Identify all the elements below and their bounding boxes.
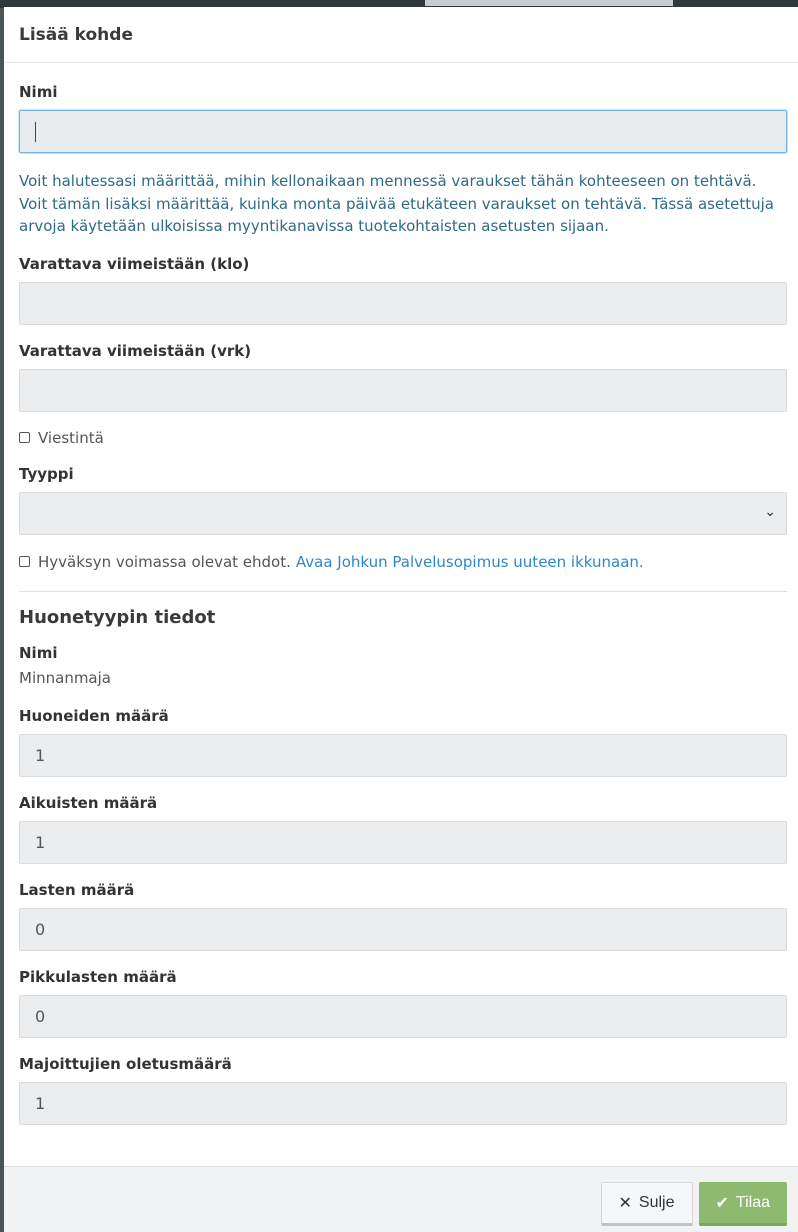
terms-link[interactable]: Avaa Johkun Palvelusopimus uuteen ikkunaan. [295, 552, 644, 571]
default-guests-value: 1 [35, 1093, 46, 1113]
backdrop-tab [425, 0, 673, 6]
book-by-days-input[interactable] [19, 369, 787, 412]
order-button-label: Tilaa [735, 1193, 770, 1211]
children-value: 0 [35, 919, 46, 939]
children-label: Lasten määrä [19, 880, 135, 899]
adults-input[interactable] [19, 821, 787, 864]
close-button-label: Sulje [638, 1194, 675, 1211]
adults-value: 1 [35, 832, 46, 852]
order-button[interactable] [699, 1182, 788, 1226]
default-guests-label: Majoittujien oletusmäärä [19, 1054, 232, 1073]
type-label: Tyyppi [19, 464, 74, 483]
rooms-value: 1 [35, 745, 46, 765]
room-type-name-label: Nimi [19, 643, 58, 662]
chevron-down-icon: ⌄ [764, 503, 776, 520]
close-button[interactable] [601, 1182, 693, 1226]
modal-footer [4, 1166, 798, 1232]
book-by-time-input[interactable] [19, 282, 787, 325]
room-type-section-title: Huonetyypin tiedot [19, 606, 216, 628]
terms-checkbox[interactable] [19, 556, 30, 567]
default-guests-input[interactable] [19, 1082, 787, 1125]
section-divider [19, 591, 787, 592]
adults-label: Aikuisten määrä [19, 793, 158, 812]
rooms-label: Huoneiden määrä [19, 706, 169, 725]
book-by-time-label: Varattava viimeistään (klo) [19, 254, 250, 273]
type-select[interactable] [19, 492, 787, 535]
modal-body [4, 63, 798, 1125]
messaging-checkbox[interactable] [19, 432, 30, 443]
infants-label: Pikkulasten määrä [19, 967, 177, 986]
terms-text: Hyväksyn voimassa olevat ehdot. [38, 552, 291, 571]
add-item-modal [4, 7, 798, 1232]
check-icon: ✔ [715, 1194, 729, 1212]
rooms-input[interactable] [19, 734, 787, 777]
infants-value: 0 [35, 1006, 46, 1026]
x-icon: ✕ [618, 1195, 632, 1212]
modal-header [4, 7, 798, 63]
infants-input[interactable] [19, 995, 787, 1038]
room-type-name-value: Minnanmaja [19, 668, 111, 687]
terms-checkbox-row[interactable] [19, 552, 787, 572]
book-by-days-label: Varattava viimeistään (vrk) [19, 341, 252, 360]
help-text: Voit halutessasi määrittää, mihin kellonaikaan mennessä varaukset tähän kohteeseen on tehtävä. Voit tämän lisäksi määrittää, kuinka monta päivää etukäteen varaukset on tehtävä. Tässä asetettuja arvoja käytetään ulkoisissa myyntikanavissa tuotekohtaisten asetusten sijaan. [19, 172, 774, 235]
children-input[interactable] [19, 908, 787, 951]
messaging-label: Viestintä [38, 428, 104, 447]
name-input[interactable] [19, 110, 787, 153]
messaging-checkbox-row[interactable] [19, 428, 787, 448]
name-label: Nimi [19, 83, 58, 101]
text-cursor [35, 122, 36, 142]
modal-title: Lisää kohde [19, 24, 133, 45]
